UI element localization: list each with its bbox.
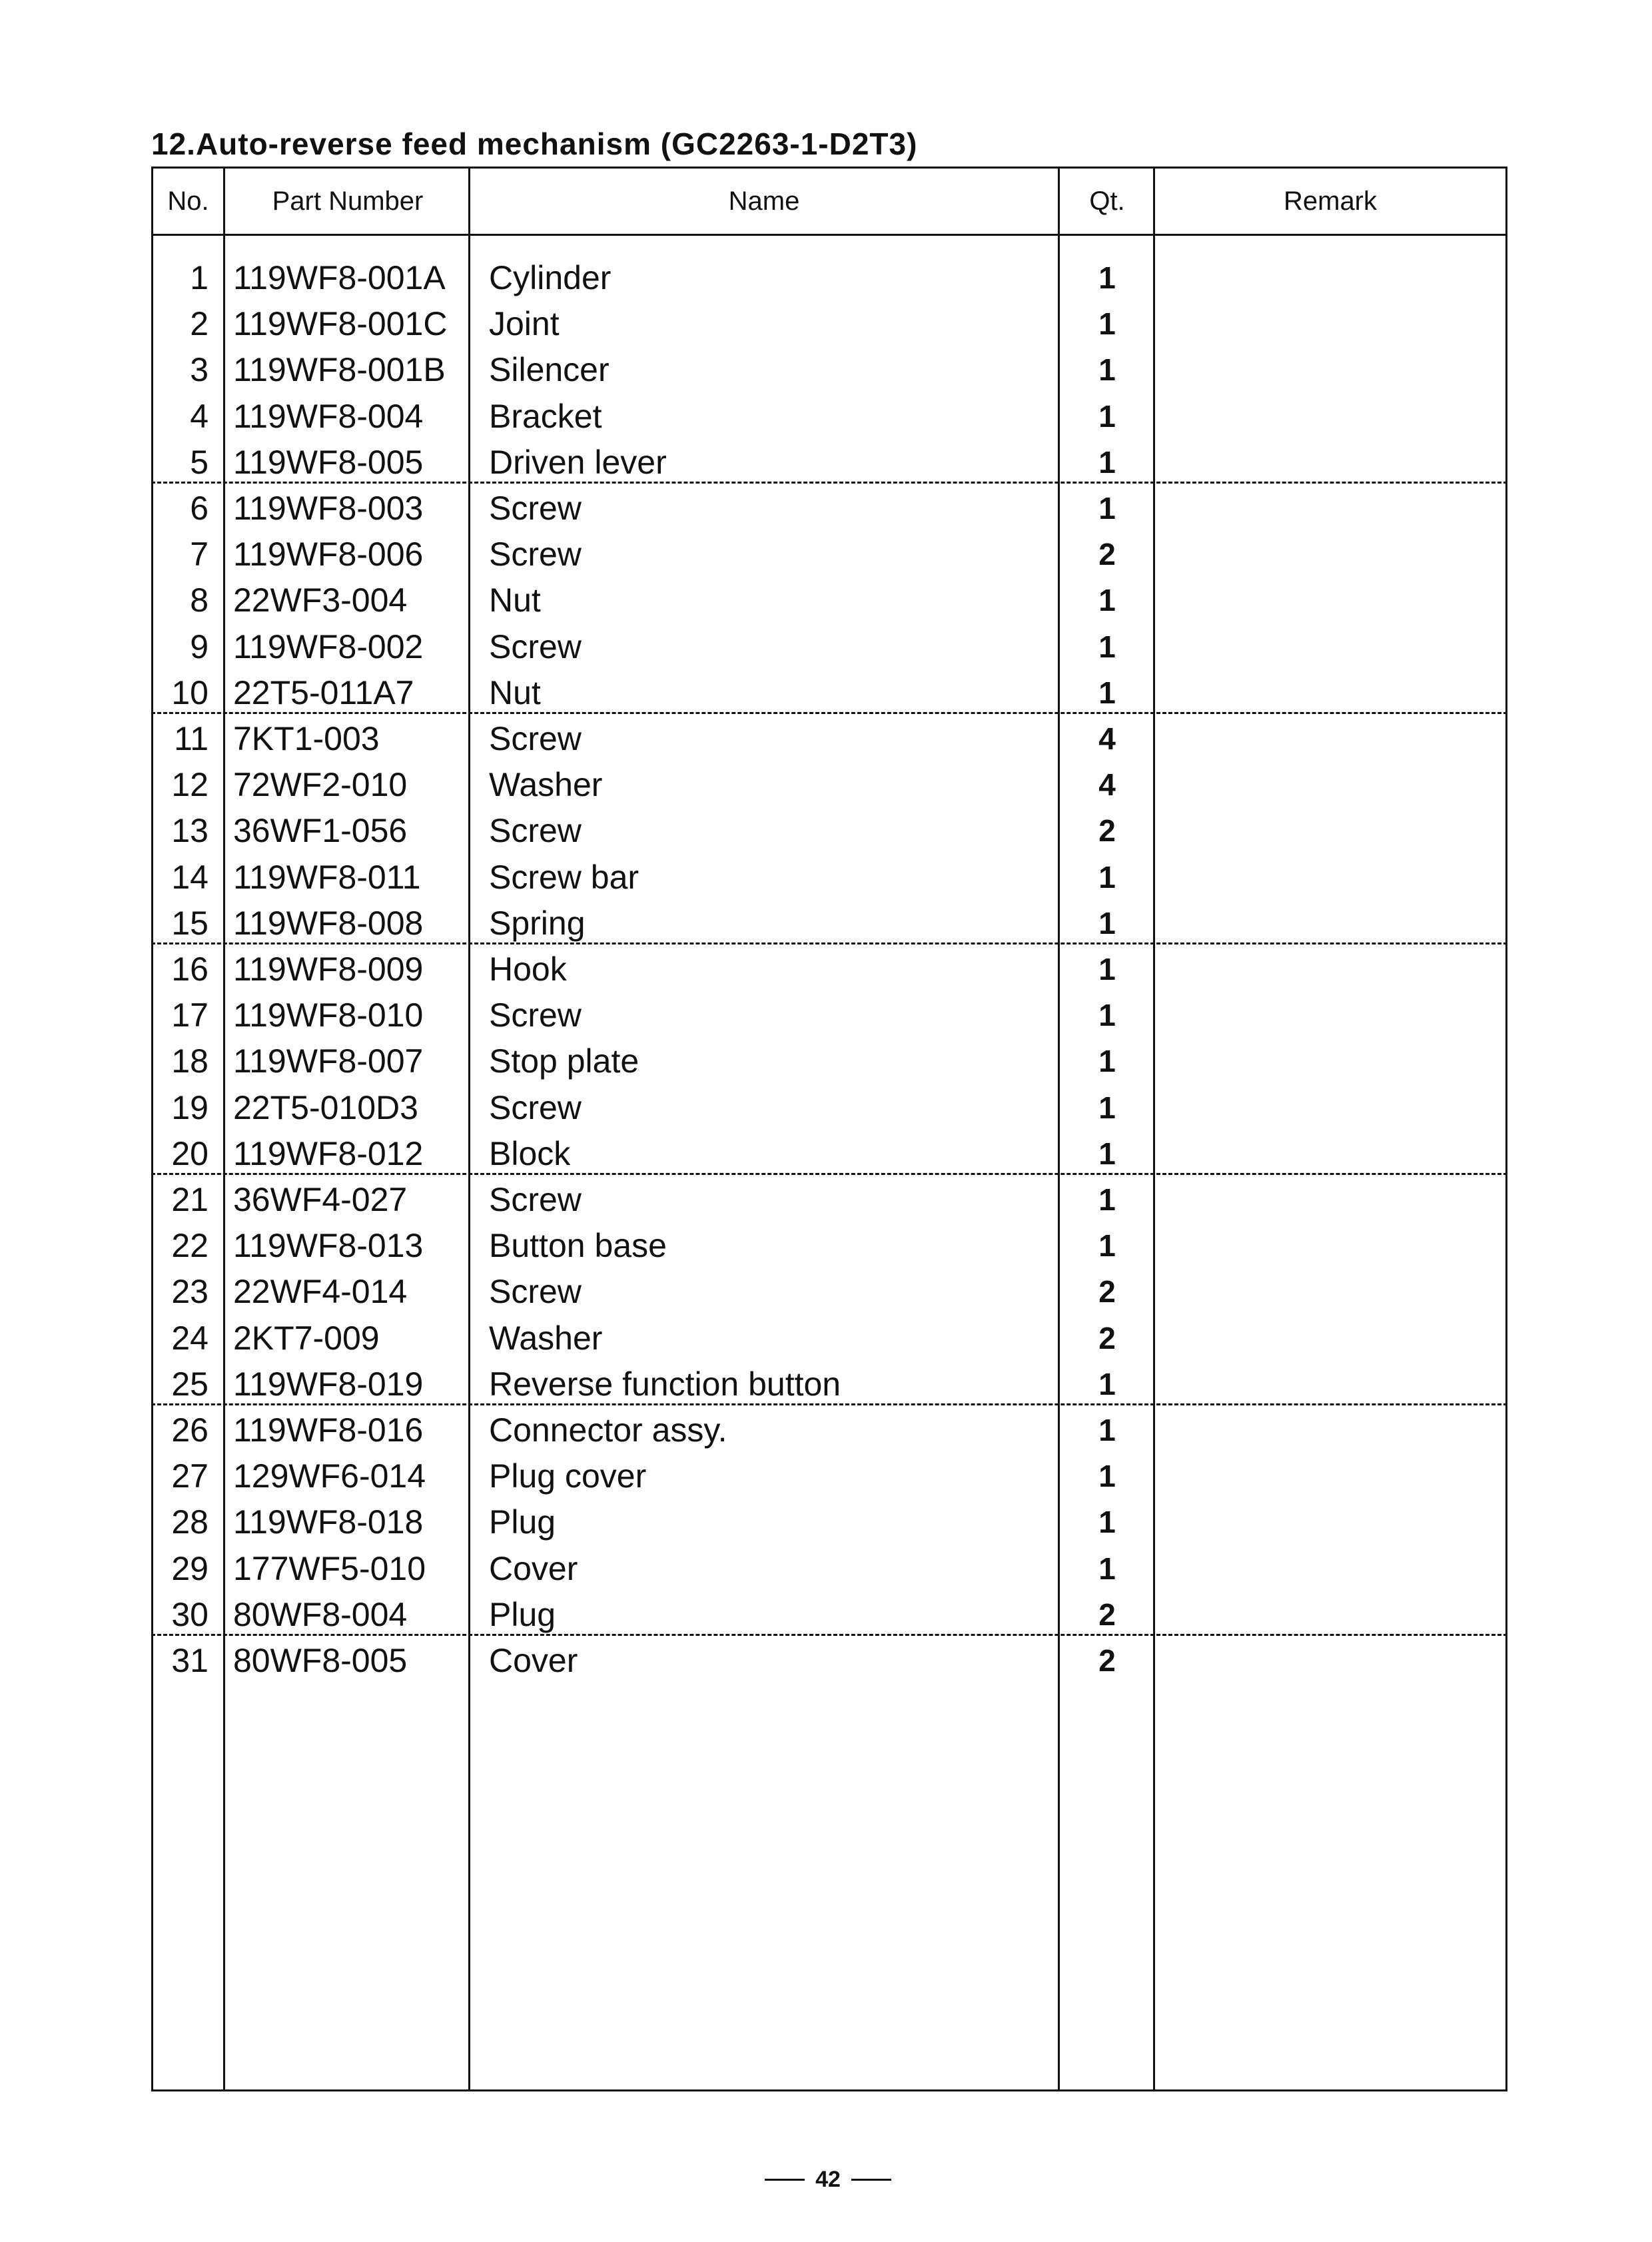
cell-part-number-text: 119WF8-008	[233, 904, 424, 942]
cell-part-number	[233, 1361, 466, 1407]
cell-qty-text: 1	[1098, 1044, 1116, 1079]
cell-name-text: Button base	[489, 1227, 667, 1265]
cell-no	[153, 394, 222, 440]
cell-qty	[1060, 1131, 1154, 1177]
cell-part-number	[233, 532, 466, 577]
cell-no	[153, 486, 222, 532]
cell-no	[153, 1223, 222, 1269]
cell-name-text: Nut	[489, 673, 541, 711]
cell-qty	[1060, 1223, 1154, 1269]
cell-name-text: Screw	[489, 1181, 582, 1218]
group-separator	[151, 712, 1507, 714]
cell-no-text: 19	[171, 1088, 208, 1126]
cell-part-number-text: 119WF8-001A	[233, 259, 446, 296]
group-separator	[151, 1173, 1507, 1175]
cell-part-number	[233, 992, 466, 1038]
cell-name	[489, 577, 1055, 623]
parts-table	[151, 167, 1507, 2091]
cell-part-number-text: 36WF4-027	[233, 1181, 408, 1218]
cell-qty	[1060, 1546, 1154, 1592]
cell-no	[153, 1177, 222, 1223]
cell-qty-text: 1	[1098, 352, 1116, 388]
cell-qty	[1060, 486, 1154, 532]
cell-name-text: Block	[489, 1134, 571, 1172]
cell-qty-text: 2	[1098, 537, 1116, 572]
cell-part-number	[233, 1223, 466, 1269]
cell-name	[489, 670, 1055, 716]
cell-qty	[1060, 1638, 1154, 1684]
cell-qty	[1060, 1592, 1154, 1638]
cell-no-text: 28	[171, 1503, 208, 1541]
page-number-text: 42	[815, 2167, 841, 2192]
cell-name	[489, 992, 1055, 1038]
cell-part-number	[233, 486, 466, 532]
cell-qty-text: 1	[1098, 1136, 1116, 1171]
cell-qty	[1060, 394, 1154, 440]
table-row	[153, 855, 1505, 901]
cell-no	[153, 1638, 222, 1684]
cell-no	[153, 1499, 222, 1545]
table-row	[153, 1499, 1505, 1545]
cell-name-text: Screw	[489, 1273, 582, 1311]
cell-name	[489, 301, 1055, 347]
cell-qty-text: 1	[1098, 952, 1116, 986]
section-title: 12.Auto-reverse feed mechanism (GC2263-1-D2T3)	[151, 127, 918, 161]
table-row	[153, 1592, 1505, 1638]
cell-no-text: 21	[171, 1181, 208, 1218]
cell-qty-text: 2	[1098, 1643, 1116, 1678]
cell-qty	[1060, 1038, 1154, 1084]
header-no: No.	[167, 187, 209, 216]
cell-name-text: Cover	[489, 1642, 578, 1679]
cell-name-text: Washer	[489, 766, 603, 804]
table-row	[153, 1085, 1505, 1131]
cell-no	[153, 301, 222, 347]
cell-qty	[1060, 1499, 1154, 1545]
cell-part-number-text: 7KT1-003	[233, 720, 380, 757]
table-row	[153, 1223, 1505, 1269]
cell-name-text: Hook	[489, 950, 567, 988]
cell-no-text: 25	[171, 1365, 208, 1403]
cell-part-number	[233, 1499, 466, 1545]
cell-no-text: 26	[171, 1411, 208, 1449]
cell-part-number-text: 22T5-011A7	[233, 673, 414, 711]
cell-qty	[1060, 624, 1154, 670]
table-row	[153, 347, 1505, 393]
page-number-rule-left	[765, 2179, 805, 2181]
cell-qty	[1060, 577, 1154, 623]
cell-name-text: Reverse function button	[489, 1365, 841, 1403]
cell-name-text: Nut	[489, 581, 541, 619]
cell-part-number	[233, 1085, 466, 1131]
cell-qty-text: 1	[1098, 583, 1116, 618]
cell-no-text: 20	[171, 1134, 208, 1172]
cell-name-text: Plug cover	[489, 1457, 647, 1495]
cell-name-text: Bracket	[489, 397, 602, 435]
cell-name	[489, 1223, 1055, 1269]
cell-name	[489, 762, 1055, 808]
cell-no-text: 1	[190, 259, 208, 296]
cell-no	[153, 1131, 222, 1177]
cell-name	[489, 808, 1055, 854]
cell-no	[153, 624, 222, 670]
cell-name	[489, 1269, 1055, 1315]
cell-name-text: Stop plate	[489, 1042, 639, 1080]
table-row	[153, 670, 1505, 716]
cell-part-number	[233, 1546, 466, 1592]
group-separator	[151, 942, 1507, 944]
cell-qty	[1060, 1269, 1154, 1315]
cell-part-number-text: 119WF8-005	[233, 443, 424, 481]
table-row	[153, 946, 1505, 992]
cell-part-number	[233, 1269, 466, 1315]
cell-name-text: Screw	[489, 996, 582, 1034]
cell-no-text: 5	[190, 443, 208, 481]
cell-qty-text: 1	[1098, 1090, 1116, 1125]
cell-part-number-text: 36WF1-056	[233, 812, 408, 850]
cell-part-number	[233, 440, 466, 486]
cell-no-text: 13	[171, 812, 208, 850]
cell-no-text: 9	[190, 627, 208, 665]
cell-qty-text: 1	[1098, 1505, 1116, 1540]
cell-no	[153, 577, 222, 623]
cell-name	[489, 1177, 1055, 1223]
cell-name	[489, 901, 1055, 946]
header-divider	[153, 234, 1505, 236]
cell-no	[153, 1269, 222, 1315]
cell-part-number	[233, 347, 466, 393]
cell-name	[489, 716, 1055, 762]
header-qty: Qt.	[1089, 187, 1125, 216]
table-row	[153, 716, 1505, 762]
cell-part-number	[233, 301, 466, 347]
cell-part-number-text: 119WF8-009	[233, 950, 424, 988]
cell-qty-text: 4	[1098, 767, 1116, 803]
cell-no-text: 14	[171, 858, 208, 896]
page-number	[765, 2165, 891, 2194]
cell-part-number	[233, 1315, 466, 1361]
cell-part-number-text: 80WF8-005	[233, 1642, 408, 1679]
cell-no-text: 15	[171, 904, 208, 942]
cell-no	[153, 1038, 222, 1084]
cell-no	[153, 901, 222, 946]
cell-qty-text: 1	[1098, 1182, 1116, 1217]
group-separator	[151, 1403, 1507, 1405]
cell-no-text: 8	[190, 581, 208, 619]
cell-name-text: Driven lever	[489, 443, 667, 481]
cell-qty	[1060, 347, 1154, 393]
cell-no-text: 2	[190, 305, 208, 343]
cell-name	[489, 1453, 1055, 1499]
cell-qty-text: 2	[1098, 1597, 1116, 1632]
cell-qty	[1060, 255, 1154, 301]
cell-qty	[1060, 1085, 1154, 1131]
cell-qty	[1060, 992, 1154, 1038]
cell-name	[489, 1315, 1055, 1361]
cell-qty	[1060, 301, 1154, 347]
table-row	[153, 1453, 1505, 1499]
cell-name-text: Silencer	[489, 351, 610, 389]
cell-name-text: Screw	[489, 1088, 582, 1126]
cell-no-text: 6	[190, 490, 208, 527]
cell-part-number-text: 119WF8-006	[233, 536, 424, 573]
cell-no-text: 7	[190, 536, 208, 573]
table-row	[153, 1038, 1505, 1084]
cell-qty-text: 1	[1098, 398, 1116, 434]
cell-no-text: 18	[171, 1042, 208, 1080]
cell-part-number	[233, 855, 466, 901]
cell-qty	[1060, 1177, 1154, 1223]
table-row	[153, 1638, 1505, 1684]
cell-part-number	[233, 762, 466, 808]
cell-qty-text: 4	[1098, 721, 1116, 756]
header-part-number: Part Number	[272, 187, 424, 216]
cell-part-number	[233, 670, 466, 716]
table-row	[153, 440, 1505, 486]
cell-part-number-text: 119WF8-012	[233, 1134, 424, 1172]
cell-no	[153, 532, 222, 577]
cell-no	[153, 762, 222, 808]
table-row	[153, 624, 1505, 670]
cell-name-text: Joint	[489, 305, 560, 343]
cell-part-number-text: 22T5-010D3	[233, 1088, 418, 1126]
cell-name	[489, 1592, 1055, 1638]
cell-part-number-text: 80WF8-004	[233, 1595, 408, 1633]
cell-part-number-text: 119WF8-007	[233, 1042, 424, 1080]
cell-part-number-text: 119WF8-004	[233, 397, 424, 435]
cell-part-number-text: 119WF8-002	[233, 627, 424, 665]
cell-no-text: 27	[171, 1457, 208, 1495]
cell-qty-text: 1	[1098, 675, 1116, 710]
cell-part-number-text: 119WF8-018	[233, 1503, 424, 1541]
cell-no-text: 11	[174, 720, 208, 757]
cell-qty-text: 1	[1098, 491, 1116, 526]
cell-part-number-text: 119WF8-001B	[233, 351, 446, 389]
cell-no-text: 22	[171, 1227, 208, 1265]
cell-no	[153, 1407, 222, 1453]
table-row	[153, 1131, 1505, 1177]
cell-qty	[1060, 1315, 1154, 1361]
cell-name	[489, 624, 1055, 670]
cell-no	[153, 347, 222, 393]
cell-part-number	[233, 1453, 466, 1499]
cell-name	[489, 1499, 1055, 1545]
table-row	[153, 255, 1505, 301]
cell-part-number-text: 119WF8-001C	[233, 305, 448, 343]
cell-part-number	[233, 716, 466, 762]
group-separator	[151, 1634, 1507, 1636]
cell-no-text: 10	[171, 673, 208, 711]
cell-name	[489, 347, 1055, 393]
cell-no-text: 29	[171, 1549, 208, 1587]
cell-name	[489, 946, 1055, 992]
cell-no-text: 3	[190, 351, 208, 389]
table-row	[153, 394, 1505, 440]
cell-qty	[1060, 532, 1154, 577]
cell-name	[489, 1546, 1055, 1592]
table-row	[153, 532, 1505, 577]
cell-name-text: Plug	[489, 1595, 556, 1633]
cell-no	[153, 946, 222, 992]
group-separator	[151, 482, 1507, 484]
table-row	[153, 901, 1505, 946]
cell-name	[489, 486, 1055, 532]
cell-qty-text: 1	[1098, 306, 1116, 342]
cell-name-text: Screw	[489, 490, 582, 527]
cell-part-number-text: 119WF8-019	[233, 1365, 424, 1403]
cell-part-number	[233, 394, 466, 440]
cell-no	[153, 1315, 222, 1361]
cell-no-text: 17	[171, 996, 208, 1034]
cell-qty	[1060, 855, 1154, 901]
cell-name-text: Plug	[489, 1503, 556, 1541]
cell-no	[153, 855, 222, 901]
cell-part-number-text: 119WF8-010	[233, 996, 424, 1034]
cell-name-text: Washer	[489, 1319, 603, 1357]
cell-no	[153, 255, 222, 301]
cell-no	[153, 716, 222, 762]
table-row	[153, 577, 1505, 623]
cell-qty-text: 2	[1098, 1320, 1116, 1355]
page-number-rule-right	[851, 2179, 891, 2181]
cell-part-number	[233, 1638, 466, 1684]
cell-name-text: Cover	[489, 1549, 578, 1587]
cell-part-number-text: 22WF4-014	[233, 1273, 408, 1311]
cell-name	[489, 1361, 1055, 1407]
cell-qty	[1060, 716, 1154, 762]
cell-no	[153, 1361, 222, 1407]
cell-name	[489, 1085, 1055, 1131]
cell-part-number-text: 129WF6-014	[233, 1457, 426, 1495]
cell-name-text: Cylinder	[489, 259, 612, 296]
cell-name-text: Screw	[489, 536, 582, 573]
cell-part-number	[233, 624, 466, 670]
cell-part-number-text: 72WF2-010	[233, 766, 408, 804]
table-row	[153, 1315, 1505, 1361]
cell-part-number	[233, 901, 466, 946]
table-row	[153, 1546, 1505, 1592]
cell-qty-text: 1	[1098, 1366, 1116, 1401]
cell-no-text: 12	[171, 766, 208, 804]
cell-qty-text: 1	[1098, 859, 1116, 895]
table-row	[153, 486, 1505, 532]
table-row	[153, 808, 1505, 854]
cell-qty	[1060, 762, 1154, 808]
cell-part-number	[233, 1131, 466, 1177]
cell-no	[153, 670, 222, 716]
cell-name-text: Screw	[489, 720, 582, 757]
cell-no	[153, 1592, 222, 1638]
cell-part-number-text: 119WF8-003	[233, 490, 424, 527]
cell-part-number	[233, 808, 466, 854]
table-row	[153, 992, 1505, 1038]
table-row	[153, 762, 1505, 808]
table-row	[153, 1269, 1505, 1315]
cell-part-number-text: 119WF8-016	[233, 1411, 424, 1449]
cell-name	[489, 394, 1055, 440]
cell-no	[153, 808, 222, 854]
header-remark: Remark	[1283, 187, 1378, 216]
cell-name	[489, 255, 1055, 301]
cell-no	[153, 1085, 222, 1131]
cell-qty	[1060, 440, 1154, 486]
cell-qty	[1060, 808, 1154, 854]
cell-name	[489, 440, 1055, 486]
cell-name-text: Connector assy.	[489, 1411, 727, 1449]
cell-no	[153, 440, 222, 486]
cell-no	[153, 1546, 222, 1592]
cell-qty-text: 1	[1098, 1228, 1116, 1264]
cell-qty-text: 1	[1098, 1413, 1116, 1447]
cell-qty-text: 1	[1098, 1459, 1116, 1494]
cell-name-text: Screw	[489, 812, 582, 850]
cell-no	[153, 992, 222, 1038]
cell-qty	[1060, 1407, 1154, 1453]
table-row	[153, 301, 1505, 347]
cell-name-text: Screw	[489, 627, 582, 665]
table-row	[153, 1361, 1505, 1407]
cell-qty-text: 1	[1098, 444, 1116, 480]
cell-qty-text: 1	[1098, 260, 1116, 295]
cell-part-number-text: 119WF8-011	[233, 858, 421, 896]
cell-qty	[1060, 946, 1154, 992]
cell-part-number	[233, 1177, 466, 1223]
cell-part-number	[233, 255, 466, 301]
table-row	[153, 1177, 1505, 1223]
cell-no-text: 31	[171, 1642, 208, 1679]
cell-qty-text: 1	[1098, 905, 1116, 940]
cell-name-text: Screw bar	[489, 858, 639, 896]
cell-part-number	[233, 1592, 466, 1638]
table-row	[153, 1407, 1505, 1453]
cell-qty	[1060, 670, 1154, 716]
cell-name	[489, 1407, 1055, 1453]
cell-part-number	[233, 577, 466, 623]
cell-part-number-text: 119WF8-013	[233, 1227, 424, 1265]
cell-no-text: 4	[190, 397, 208, 435]
cell-part-number	[233, 946, 466, 992]
cell-name	[489, 1638, 1055, 1684]
cell-no-text: 30	[171, 1595, 208, 1633]
cell-no-text: 23	[171, 1273, 208, 1311]
cell-name	[489, 855, 1055, 901]
cell-part-number	[233, 1407, 466, 1453]
cell-part-number-text: 177WF5-010	[233, 1549, 426, 1587]
cell-name	[489, 532, 1055, 577]
cell-part-number-text: 22WF3-004	[233, 581, 408, 619]
cell-name	[489, 1131, 1055, 1177]
cell-qty-text: 1	[1098, 1551, 1116, 1586]
cell-part-number-text: 2KT7-009	[233, 1319, 380, 1357]
cell-qty-text: 2	[1098, 813, 1116, 849]
cell-qty	[1060, 1361, 1154, 1407]
cell-qty-text: 1	[1098, 629, 1116, 664]
cell-part-number	[233, 1038, 466, 1084]
cell-no	[153, 1453, 222, 1499]
cell-name-text: Spring	[489, 904, 586, 942]
cell-qty-text: 1	[1098, 998, 1116, 1033]
cell-qty	[1060, 1453, 1154, 1499]
cell-name	[489, 1038, 1055, 1084]
cell-no-text: 24	[171, 1319, 208, 1357]
header-name: Name	[728, 187, 800, 216]
cell-qty-text: 2	[1098, 1274, 1116, 1309]
cell-qty	[1060, 901, 1154, 946]
cell-no-text: 16	[171, 950, 208, 988]
